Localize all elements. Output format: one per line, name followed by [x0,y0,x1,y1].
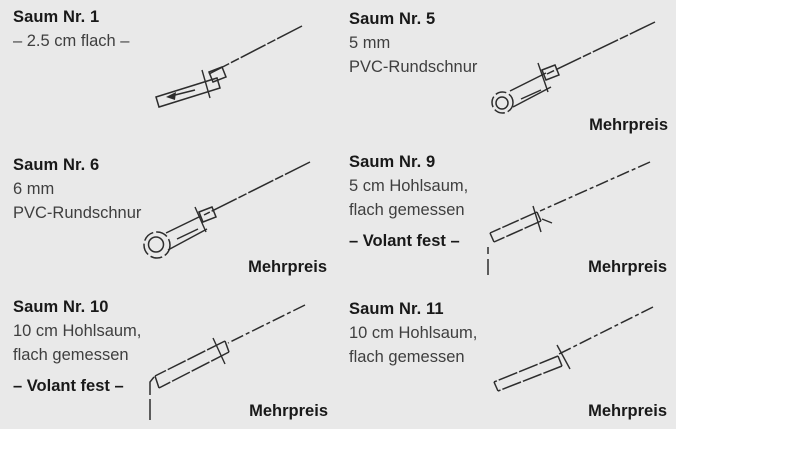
panel-saum-5 [340,0,676,145]
panel-title: Saum Nr. 6 [13,156,100,174]
spec-line: – 2.5 cm flach – [13,32,130,50]
panel-saum-9 [340,145,676,290]
panel-saum-6 [0,145,340,290]
fabric-line [559,307,653,354]
spec-line: PVC-Rundschnur [13,204,142,222]
panel-title: Saum Nr. 10 [13,298,109,316]
hohlsaum-top-line [494,356,558,382]
surcharge-label: Mehrpreis [248,258,327,276]
spec-line: flach gemessen [13,346,129,364]
fabric-line [204,162,310,215]
cord-loop-outer [492,92,513,113]
fabric-line [540,162,650,211]
hohlsaum-left-cap [155,376,159,388]
hohlsaum-right-cap [558,356,562,366]
fabric-line [228,305,305,343]
cord-cross-section [149,237,164,252]
hohlsaum-bottom-line [494,221,541,242]
surcharge-label: Mehrpreis [588,402,667,420]
panel-title: Saum Nr. 11 [349,300,444,318]
spec-line: PVC-Rundschnur [349,58,478,76]
fabric-line [209,26,302,74]
surcharge-label: Mehrpreis [589,116,668,134]
spec-line: 5 cm Hohlsaum, [349,177,469,195]
hem-bottom-line [513,87,551,107]
spec-line: 10 cm Hohlsaum, [349,324,478,342]
pvc-round-cord-diagram [480,14,665,126]
hohlsaum-top-line [155,341,225,376]
hohlsaum-left-cap [494,382,498,391]
spec-line: 5 mm [349,34,391,52]
volant-note: – Volant fest – [13,377,124,395]
hohlsaum-bottom-line [159,352,229,388]
cord-cross-section [496,97,508,109]
tick-branch [542,219,552,223]
panel-saum-1 [0,0,340,145]
spec-line: flach gemessen [349,348,465,366]
panel-saum-10 [0,290,340,429]
volant-line [150,377,154,420]
surcharge-label: Mehrpreis [249,402,328,420]
flat-hem-diagram [145,16,325,122]
hem-bottom-line [168,229,207,250]
panel-title: Saum Nr. 9 [349,153,436,171]
hem-inner-edge [177,229,198,239]
fabric-line [547,22,655,74]
hohlsaum-diagram [478,293,666,413]
panel-title: Saum Nr. 1 [13,8,100,26]
panel-title: Saum Nr. 5 [349,10,436,28]
hem-edge-head [209,67,226,82]
surcharge-label: Mehrpreis [588,258,667,276]
spec-line: 10 cm Hohlsaum, [13,322,142,340]
hem-top-line [510,73,546,91]
panel-saum-11 [340,290,676,429]
volant-note: – Volant fest – [349,232,460,250]
hohlsaum-top-line [490,212,537,233]
spec-line: flach gemessen [349,201,465,219]
hem-edge-head [199,207,216,222]
spec-line: 6 mm [13,180,55,198]
hohlsaum-bottom-line [498,366,562,391]
hohlsaum-left-cap [490,233,494,242]
pvc-round-cord-diagram [138,158,330,270]
stitch-tick [538,63,548,92]
